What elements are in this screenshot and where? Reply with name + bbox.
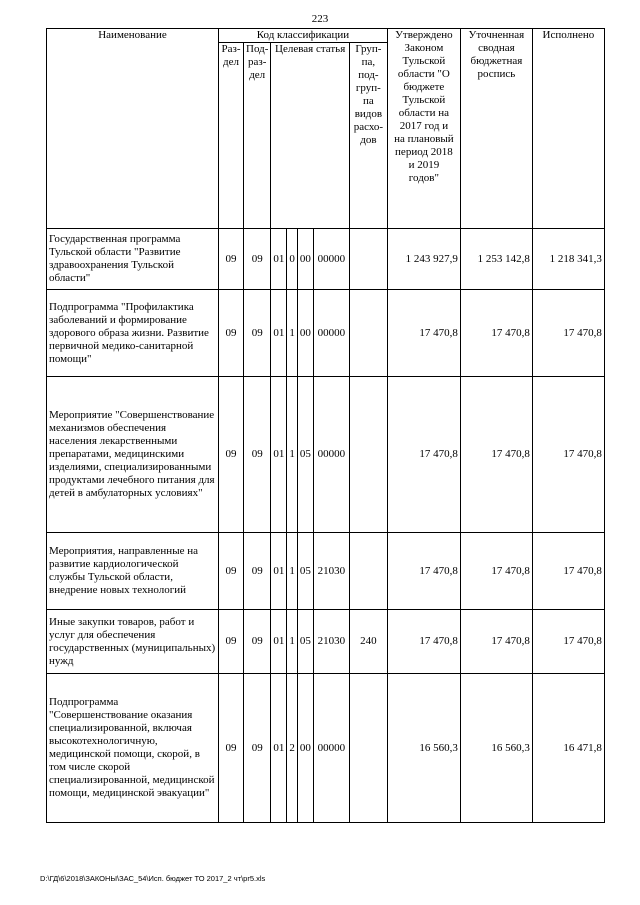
header-subsection: Под- раз- дел xyxy=(244,43,271,229)
row-target-program: 01 xyxy=(271,377,287,533)
header-executed: Исполнено xyxy=(532,29,604,229)
row-subsection: 09 xyxy=(244,377,271,533)
header-code: Код классификации xyxy=(219,29,388,43)
row-executed: 17 470,8 xyxy=(532,377,604,533)
table-row xyxy=(47,377,605,533)
row-target-program: 01 xyxy=(271,610,287,674)
row-target-event: 05 xyxy=(297,377,313,533)
row-section: 09 xyxy=(219,610,244,674)
row-target-subprogram: 1 xyxy=(287,533,298,610)
row-section: 09 xyxy=(219,674,244,823)
row-subsection: 09 xyxy=(244,533,271,610)
row-approved: 17 470,8 xyxy=(387,533,460,610)
row-name: Подпрограмма "Профилактика заболеваний и формирование здорового образа жизни. Развитие первичной медико-санитарной помощи" xyxy=(47,290,219,377)
page-number: 223 xyxy=(311,13,329,25)
row-executed: 17 470,8 xyxy=(532,290,604,377)
row-section: 09 xyxy=(219,377,244,533)
footer-file-path: D:\ГД\6\2018\ЗАКОНЫ\ЗАС_54\Исп. бюджет ТО 2017_2 чт\pr5.xls xyxy=(40,874,266,883)
row-target-event: 00 xyxy=(297,674,313,823)
row-target-direction: 21030 xyxy=(313,610,349,674)
header-section: Раз- дел xyxy=(219,43,244,229)
row-executed: 17 470,8 xyxy=(532,533,604,610)
row-target-event: 00 xyxy=(297,290,313,377)
row-section: 09 xyxy=(219,533,244,610)
row-target-event: 00 xyxy=(297,229,313,290)
row-expense-group xyxy=(349,377,387,533)
row-subsection: 09 xyxy=(244,229,271,290)
header-group: Груп- па, под- груп- па видов расхо- дов xyxy=(349,43,387,229)
row-executed: 17 470,8 xyxy=(532,610,604,674)
row-approved: 1 243 927,9 xyxy=(387,229,460,290)
row-approved: 16 560,3 xyxy=(387,674,460,823)
table-row xyxy=(47,533,605,610)
table-row xyxy=(47,229,605,290)
row-target-direction: 21030 xyxy=(313,533,349,610)
header-target: Целевая статья xyxy=(271,43,350,229)
row-target-program: 01 xyxy=(271,229,287,290)
row-expense-group xyxy=(349,229,387,290)
row-name: Мероприятия, направленные на развитие кардиологической службы Тульской области, внедрение новых технологий xyxy=(47,533,219,610)
row-target-subprogram: 0 xyxy=(287,229,298,290)
row-expense-group xyxy=(349,674,387,823)
row-approved: 17 470,8 xyxy=(387,290,460,377)
row-target-event: 05 xyxy=(297,610,313,674)
row-target-program: 01 xyxy=(271,290,287,377)
row-refined: 17 470,8 xyxy=(460,533,532,610)
row-section: 09 xyxy=(219,290,244,377)
row-approved: 17 470,8 xyxy=(387,377,460,533)
row-target-subprogram: 1 xyxy=(287,290,298,377)
header-name: Наименование xyxy=(47,29,219,229)
row-name: Государственная программа Тульской области "Развитие здравоохранения Тульской области" xyxy=(47,229,219,290)
row-target-direction: 00000 xyxy=(313,290,349,377)
row-refined: 16 560,3 xyxy=(460,674,532,823)
table-row xyxy=(47,674,605,823)
row-name: Подпрограмма "Совершенствование оказания специализированной, включая высокотехнологичную, медицинской помощи, скорой, в том числе скорой специализированной, медицинской помощи, медицинской эвакуации" xyxy=(47,674,219,823)
row-target-event: 05 xyxy=(297,533,313,610)
row-section: 09 xyxy=(219,229,244,290)
row-target-direction: 00000 xyxy=(313,229,349,290)
row-expense-group: 240 xyxy=(349,610,387,674)
row-target-subprogram: 2 xyxy=(287,674,298,823)
row-refined: 17 470,8 xyxy=(460,610,532,674)
row-target-subprogram: 1 xyxy=(287,377,298,533)
budget-table xyxy=(46,28,605,823)
row-subsection: 09 xyxy=(244,290,271,377)
row-subsection: 09 xyxy=(244,674,271,823)
row-refined: 17 470,8 xyxy=(460,377,532,533)
row-target-program: 01 xyxy=(271,674,287,823)
table-row xyxy=(47,610,605,674)
row-target-direction: 00000 xyxy=(313,674,349,823)
row-refined: 17 470,8 xyxy=(460,290,532,377)
row-executed: 16 471,8 xyxy=(532,674,604,823)
row-approved: 17 470,8 xyxy=(387,610,460,674)
row-subsection: 09 xyxy=(244,610,271,674)
table-row xyxy=(47,290,605,377)
row-executed: 1 218 341,3 xyxy=(532,229,604,290)
row-name: Мероприятие "Совершенствование механизмов обеспечения населения лекарственными препаратами, медицинскими изделиями, специализированными продуктами лечебного питания для детей в амбулаторных условиях" xyxy=(47,377,219,533)
row-expense-group xyxy=(349,290,387,377)
row-name: Иные закупки товаров, работ и услуг для обеспечения государственных (муниципальных) нужд xyxy=(47,610,219,674)
row-target-program: 01 xyxy=(271,533,287,610)
header-refined: Уточненная сводная бюджетная роспись xyxy=(460,29,532,229)
header-approved: Утверждено Законом Тульской области "О бюджете Тульской области на 2017 год и на плановый период 2018 и 2019 годов" xyxy=(387,29,460,229)
row-expense-group xyxy=(349,533,387,610)
row-target-subprogram: 1 xyxy=(287,610,298,674)
row-target-direction: 00000 xyxy=(313,377,349,533)
row-refined: 1 253 142,8 xyxy=(460,229,532,290)
